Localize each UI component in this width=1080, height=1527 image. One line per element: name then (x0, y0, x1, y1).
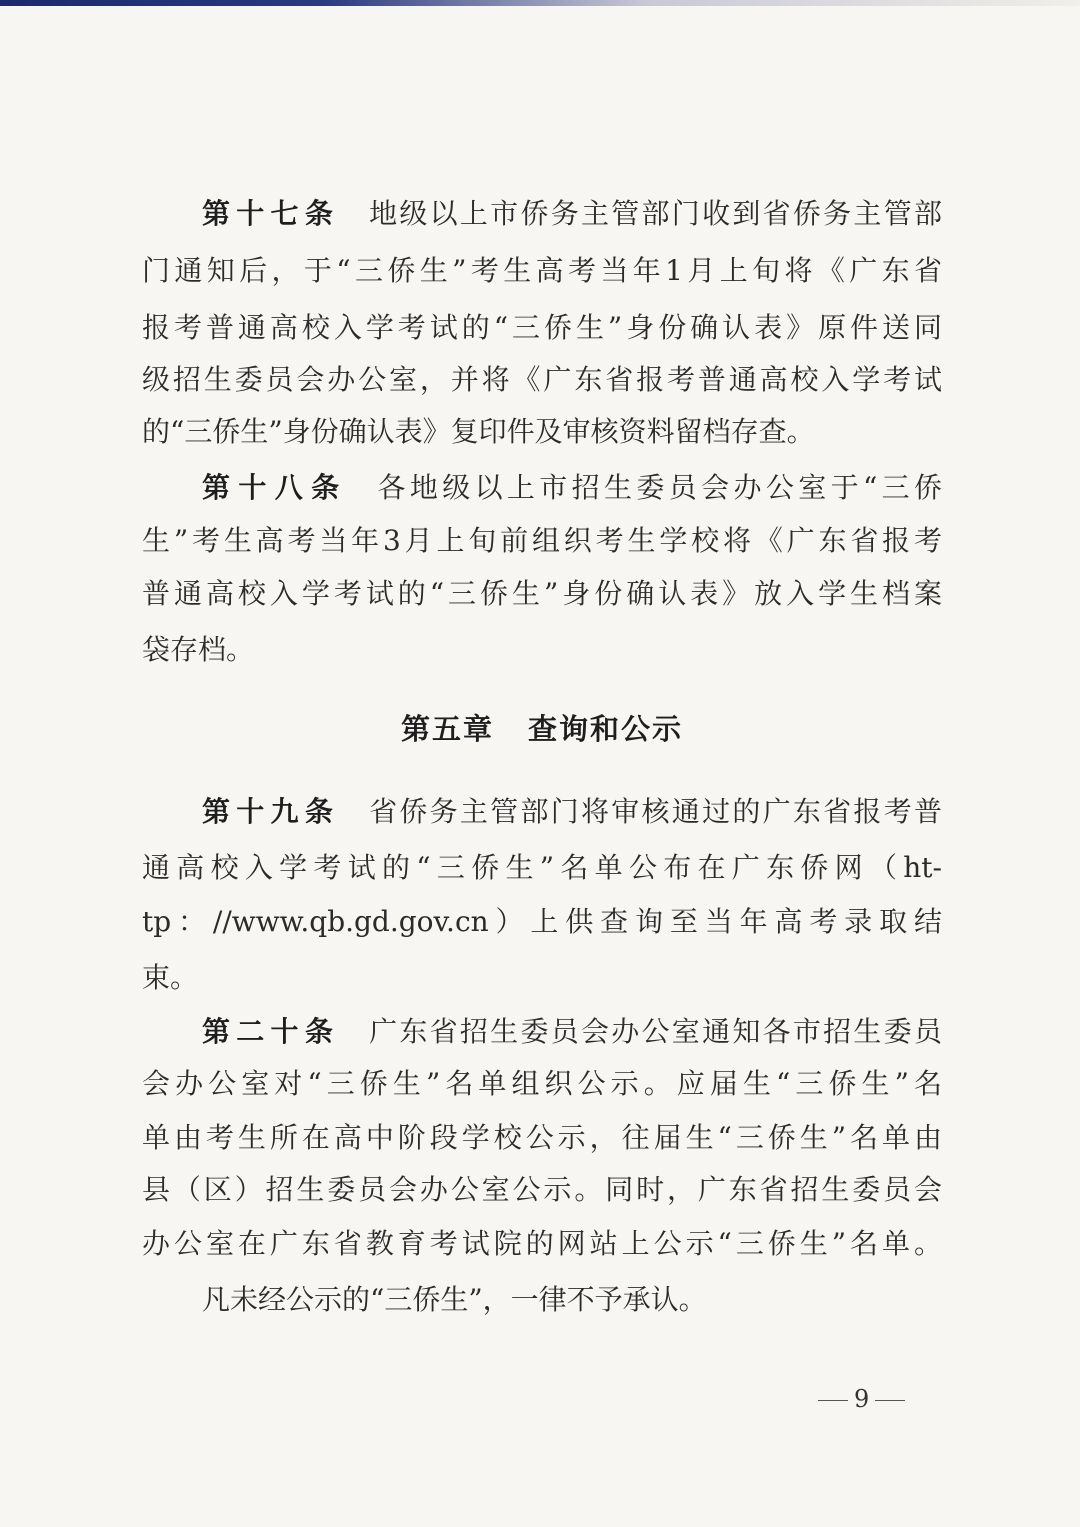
article-20-number: 第二十条 (202, 1015, 340, 1048)
article-20-line-1 (142, 1012, 942, 1052)
article-19-line-1 (142, 792, 942, 832)
page-number (812, 1384, 911, 1414)
article-20-line-4: 县（区）招生委员会办公室公示。同时，广东省招生委员会 (142, 1173, 942, 1206)
page-number-dash-left (818, 1400, 848, 1401)
article-19-text-1: 省侨务主管部门将审核通过的广东省报考普 (369, 795, 942, 828)
article-17-line-2: 门通知后，于“三侨生”考生高考当年1月上旬将《广东省 (142, 254, 942, 287)
article-20-line-2: 会办公室对“三侨生”名单组织公示。应届生“三侨生”名 (142, 1067, 942, 1100)
article-20-line-6: 凡未经公示的“三侨生”，一律不予承认。 (202, 1283, 707, 1316)
article-17-line-5: 的“三侨生”身份确认表》复印件及审核资料留档存查。 (142, 415, 815, 448)
article-19-line-4: 束。 (142, 961, 199, 994)
article-17-line-4: 级招生委员会办公室，并将《广东省报考普通高校入学考试 (142, 363, 942, 396)
article-20-text-1: 广东省招生委员会办公室通知各市招生委员 (369, 1015, 942, 1048)
article-20-line-3: 单由考生所在高中阶段学校公示，往届生“三侨生”名单由 (142, 1121, 942, 1154)
article-19-line-3: tp：//www.qb.gd.gov.cn）上供查询至当年高考录取结 (142, 905, 942, 938)
article-17-number: 第十七条 (202, 197, 340, 230)
article-17-text-1: 地级以上市侨务主管部门收到省侨务主管部 (369, 197, 942, 230)
article-18-line-1 (142, 468, 942, 508)
chapter-title: 查询和公示 (528, 712, 684, 746)
article-18-text-1: 各地级以上市招生委员会办公室于“三侨 (377, 471, 942, 504)
chapter-heading (142, 708, 942, 750)
article-19-number: 第十九条 (202, 795, 340, 828)
article-18-line-4: 袋存档。 (142, 633, 255, 666)
scan-top-edge (0, 0, 1080, 6)
article-18-line-2: 生”考生高考当年3月上旬前组织考生学校将《广东省报考 (142, 524, 942, 557)
page-number-dash-right (875, 1400, 905, 1401)
article-18-number: 第十八条 (202, 471, 348, 504)
article-19-line-2: 通高校入学考试的“三侨生”名单公布在广东侨网（ht- (142, 851, 942, 884)
chapter-number: 第五章 (400, 712, 494, 746)
article-18-line-3: 普通高校入学考试的“三侨生”身份确认表》放入学生档案 (142, 577, 942, 610)
page-number-value: 9 (854, 1385, 870, 1413)
article-17-line-1 (142, 194, 942, 234)
article-17-line-3: 报考普通高校入学考试的“三侨生”身份确认表》原件送同 (142, 311, 942, 344)
article-20-line-5: 办公室在广东省教育考试院的网站上公示“三侨生”名单。 (142, 1227, 942, 1260)
